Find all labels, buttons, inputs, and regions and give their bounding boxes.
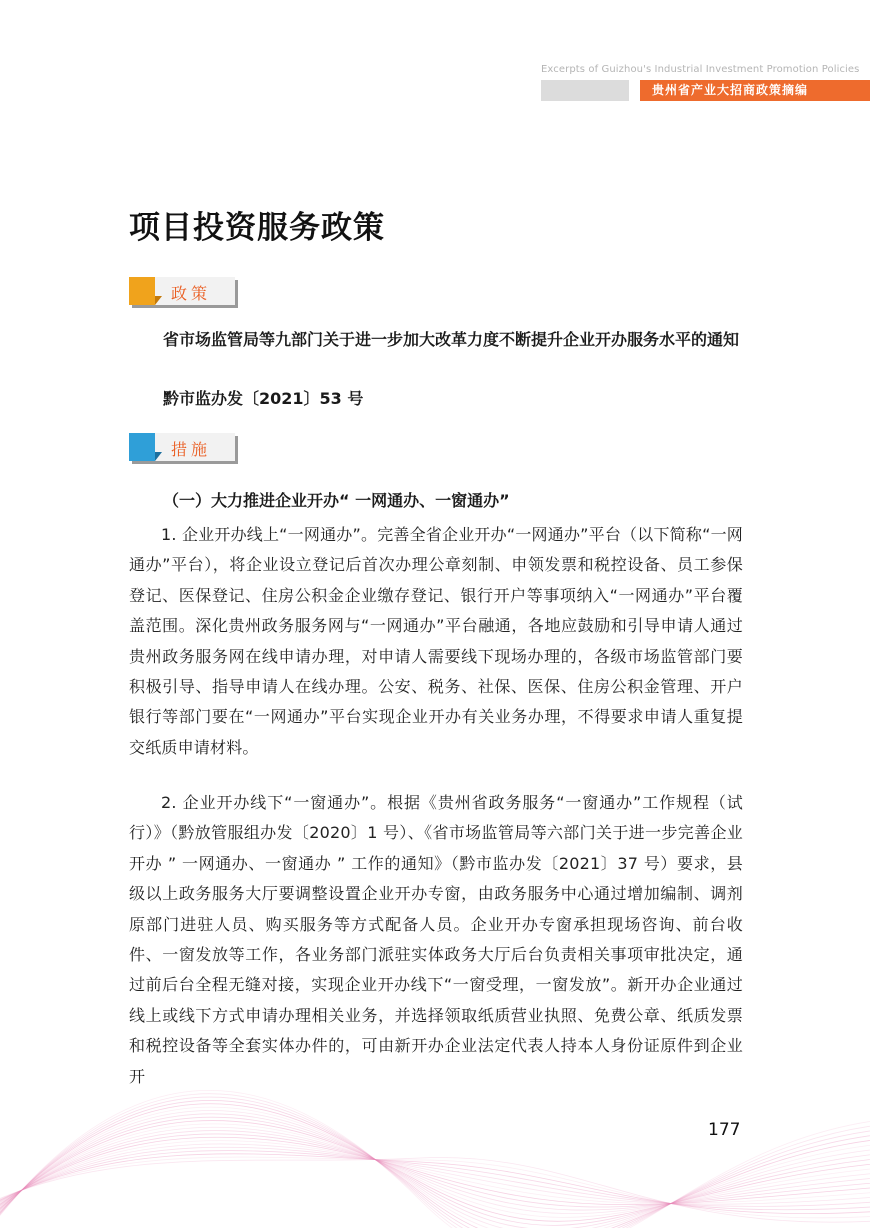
policy-tag-fold bbox=[155, 296, 162, 305]
paragraph-online: 1. 企业开办线上“一网通办”。完善全省企业开办“一网通办”平台（以下简称“一网通办”平台），将企业设立登记后首次办理公章刻制、申领发票和税控设备、员工参保登记、医保登记、住房公积金企业缴存登记、银行开户等事项纳入“一网通办”平台覆盖范围。深化贵州政务服务网与“一网通办”平台融通，各地应鼓励和引导申请人通过贵州政务服务网在线申请办理，对申请人需要线下现场办理的，各级市场监管部门要积极引导、指导申请人在线办理。公安、税务、社保、医保、住房公积金管理、开户银行等部门要在“一网通办”平台实现企业开办有关业务办理，不得要求申请人重复提交纸质申请材料。 bbox=[129, 525, 743, 757]
wave-line bbox=[0, 1131, 870, 1214]
wave-line bbox=[0, 1134, 870, 1212]
header-gray-bar bbox=[541, 80, 629, 101]
policy-tag bbox=[129, 277, 235, 305]
wave-line bbox=[0, 1151, 870, 1210]
wave-line bbox=[0, 1097, 870, 1228]
wave-line bbox=[0, 1154, 870, 1214]
wave-line bbox=[0, 1147, 870, 1207]
header-chinese-title: 贵州省产业大招商政策摘编 bbox=[640, 80, 870, 101]
wave-line bbox=[0, 1144, 870, 1209]
page-title: 项目投资服务政策 bbox=[129, 210, 385, 246]
wave-line bbox=[0, 1141, 870, 1210]
wave-line bbox=[0, 1157, 870, 1218]
notice-number: 黔市监办发〔2021〕53 号 bbox=[163, 389, 364, 408]
page-number: 177 bbox=[708, 1120, 741, 1140]
header-english-title: Excerpts of Guizhou's Industrial Investment Promotion Policies bbox=[541, 64, 860, 75]
measures-tag-label: 措施 bbox=[171, 440, 212, 459]
measures-tag-fold bbox=[155, 452, 162, 461]
wave-line bbox=[0, 1127, 870, 1215]
paragraph-offline: 2. 企业开办线下“一窗通办”。根据《贵州省政务服务“一窗通办”工作规程（试行）》（黔放管服组办发〔2020〕1 号）、《省市场监管局等六部门关于进一步完善企业开办 ” 一网通办、一窗通办 ” 工作的通知》（黔市监办发〔2021〕37 号）要求，县级以上政务服务大厅要调整设置企业开办专窗，由政务服务中心通过增加编制、调剂原部门进驻人员、购买服务等方式配备人员。企业开办专窗承担现场咨询、前台收件、一窗发放等工作，各业务部门派驻实体政务大厅后台负责相关事项审批决定，通过前后台全程无缝对接，实现企业开办线下“一窗受理，一窗发放”。新开办企业通过线上或线下方式申请办理相关业务，并选择领取纸质营业执照、免费公章、纸质发票和税控设备等全套实体办件的，可由新开办企业法定代表人持本人身份证原件到企业开 bbox=[129, 793, 743, 1086]
policy-tag-accent bbox=[129, 277, 155, 305]
wave-line bbox=[0, 1137, 870, 1211]
wave-line bbox=[0, 1094, 870, 1228]
wave-line bbox=[0, 1090, 870, 1228]
measures-tag bbox=[129, 433, 235, 461]
measures-tag-accent bbox=[129, 433, 155, 461]
section-heading: （一）大力推进企业开办“ 一网通办、一窗通办” bbox=[163, 491, 510, 510]
notice-title: 省市场监管局等九部门关于进一步加大改革力度不断提升企业开办服务水平的通知 bbox=[163, 330, 740, 349]
wave-line bbox=[0, 1157, 870, 1222]
policy-tag-label: 政策 bbox=[171, 284, 212, 303]
